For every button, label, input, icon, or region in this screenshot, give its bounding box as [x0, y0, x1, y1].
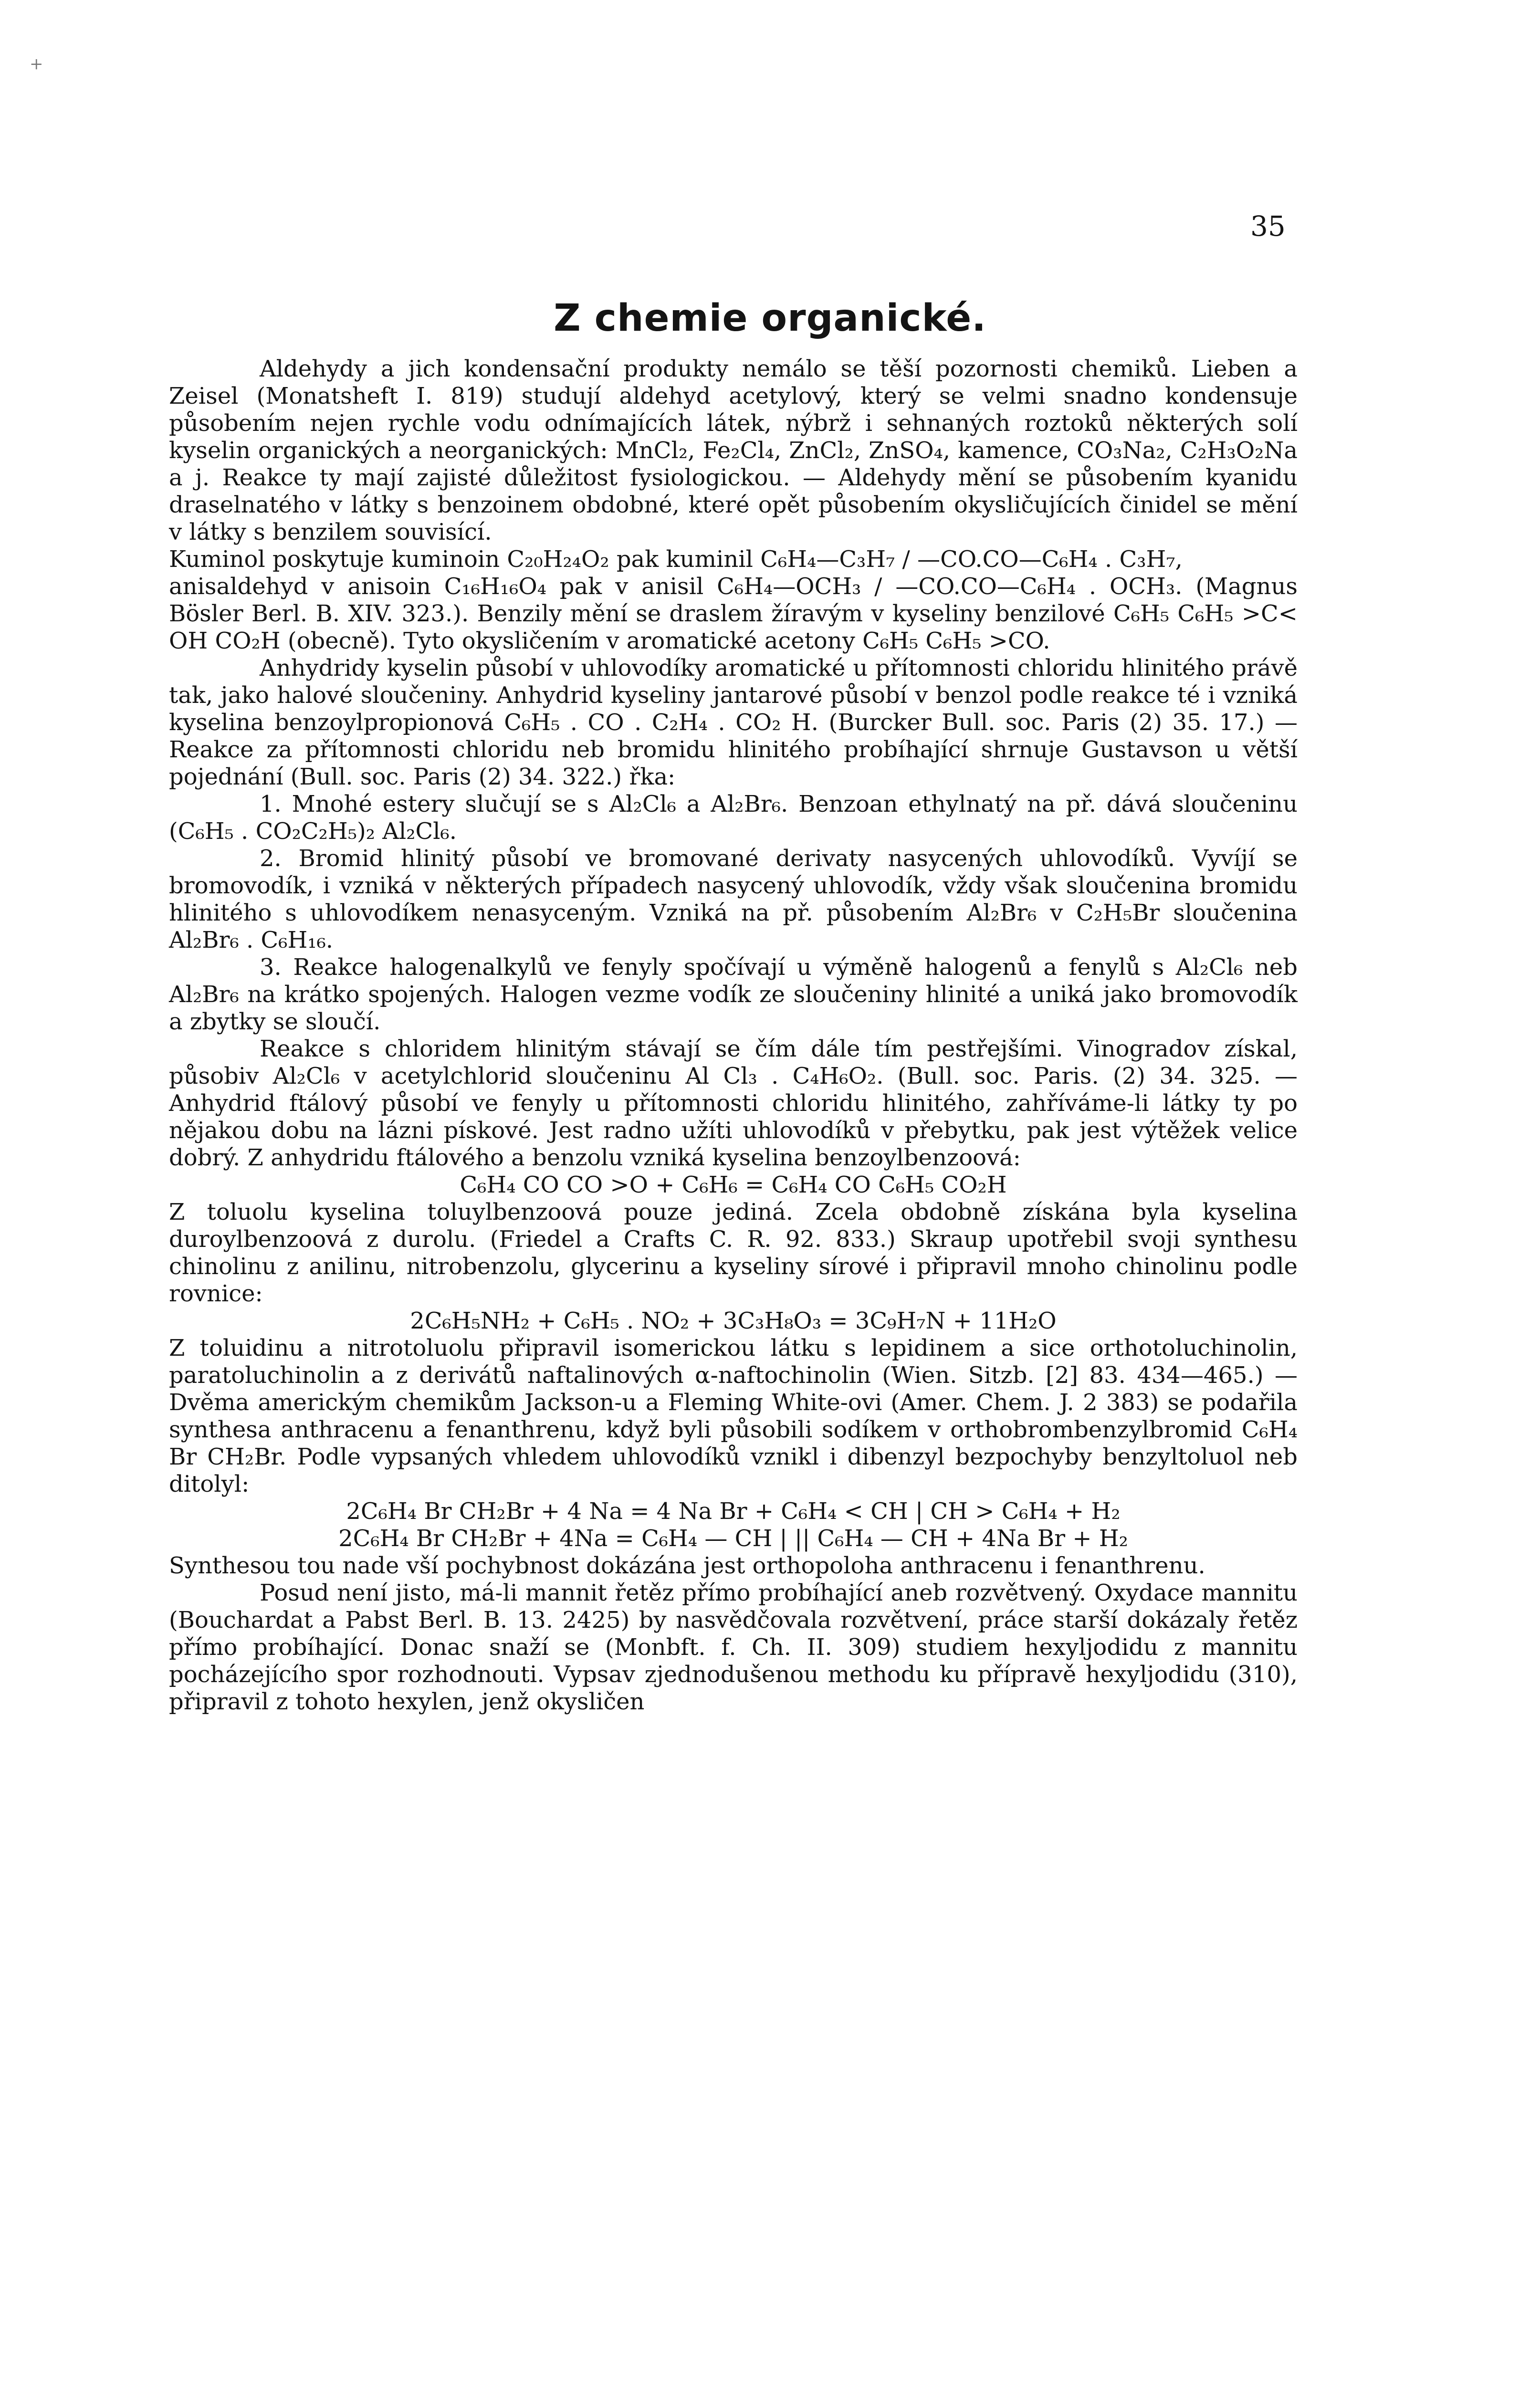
page-title: Z chemie organické. [554, 297, 986, 340]
list-item-1: 1. Mnohé estery slučují se s Al₂Cl₆ a Al₂Br₆. Benzoan ethylnatý na př. dává sloučeninu (C₆H₅ . CO₂C₂H₅)₂ Al₂Cl₆. [169, 791, 1298, 845]
paragraph-aldehydy: Aldehydy a jich kondensační produkty nemálo se těší pozornosti chemiků. Lieben a Zeisel (Monatsheft I. 819) studují aldehyd acetylový, který se velmi snadno kondensuje působením nejen rychle vodu odnímajících látek, nýbrž i sehnaných roztoků některých solí kyselin organických a neorganických: MnCl₂, Fe₂Cl₄, ZnCl₂, ZnSO₄, kamence, CO₃Na₂, C₂H₃O₂Na a j. Reakce ty mají zajisté důležitost fysiologickou. — Aldehydy mění se působením kyanidu draselnatého v látky s benzoinem obdobné, které opět působením okysličujících činidel se mění v látky s benzilem souvisící. [169, 356, 1298, 545]
paragraph-mannit: Posud není jisto, má-li mannit řetěz přímo probíhající aneb rozvětvený. Oxydace mannitu (Bouchardat a Pabst Berl. B. 13. 2425) by nasvědčovala rozvětvení, práce starší dokázaly řetěz přímo probíhající. Donac snaží se (Monbft. f. Ch. II. 309) studiem hexyljodidu z mannitu pocházejícího spor rozhodnouti. Vypsav zjednodušenou methodu ku přípravě hexyljodidu (310), připravil z tohoto hexylen, jenž okysličen [169, 1580, 1298, 1715]
paragraph-kuminol: Kuminol poskytuje kuminoin C₂₀H₂₄O₂ pak kuminil C₆H₄—C₃H₇ / —CO.CO—C₆H₄ . C₃H₇, [169, 546, 1183, 573]
paragraph-anisaldehyd: anisaldehyd v anisoin C₁₆H₁₆O₄ pak v anisil C₆H₄—OCH₃ / —CO.CO—C₆H₄ . OCH₃. (Magnus Bösler Berl. B. XIV. 323.). Benzily mění se draslem žíravým v kyseliny benzilové C₆H₅ C₆H₅ >C< OH CO₂H (obecně). Tyto okysličením v aromatické acetony C₆H₅ C₆H₅ >CO. [169, 573, 1298, 654]
paragraph-toluidin: Z toluidinu a nitrotoluolu připravil isomerickou látku s lepidinem a sice orthotoluchinolin, paratoluchinolin a z derivátů naftalinových α-naftochinolin (Wien. Sitzb. [2] 83. 434—465.) — Dvěma americkým chemikům Jackson-u a Fleming White-ovi (Amer. Chem. J. 2 383) se podařila synthesa anthracenu a fenanthrenu, když byli působili sodíkem v orthobrombenzylbromid C₆H₄ Br CH₂Br. Podle vypsaných vhledem uhlovodíků vznikl i dibenzyl bezpochyby benzyltoluol neb ditolyl: [169, 1335, 1298, 1497]
paragraph-synthesa: Synthesou tou nade vší pochybnost dokázána jest orthopoloha anthracenu i fenanthrenu. [169, 1552, 1205, 1579]
paragraph-reakce: Reakce s chloridem hlinitým stávají se čím dále tím pestřejšími. Vinogradov získal, působiv Al₂Cl₆ v acetylchlorid sloučeninu Al Cl₃ . C₄H₆O₂. (Bull. soc. Paris. (2) 34. 325. — Anhydrid ftálový působí ve fenyly u přítomnosti chloridu hlinitého, zahříváme-li látky ty po nějakou dobu na lázni pískové. Jest radno užíti uhlovodíků v přebytku, pak jest výtěžek velice dobrý. Z anhydridu ftálového a benzolu vzniká kyselina benzoylbenzoová: [169, 1036, 1298, 1171]
page-number: 35 [1250, 210, 1286, 242]
formula-fenanthren: 2C₆H₄ Br CH₂Br + 4Na = C₆H₄ — CH | || C₆H₄ — CH + 4Na Br + H₂ [338, 1525, 1128, 1552]
list-item-2: 2. Bromid hlinitý působí ve bromované derivaty nasycených uhlovodíků. Vyvíjí se bromovodík, i vzniká v některých případech nasycený uhlovodík, vždy však sloučenina bromidu hlinitého s uhlovodíkem nenasyceným. Vzniká na př. působením Al₂Br₆ v C₂H₅Br sloučenina Al₂Br₆ . C₆H₁₆. [169, 845, 1298, 953]
paragraph-toluol: Z toluolu kyselina toluylbenzoová pouze jediná. Zcela obdobně získána byla kyselina duroylbenzoová z durolu. (Friedel a Crafts C. R. 92. 833.) Skraup upotřebil svoji synthesu chinolinu z anilinu, nitrobenzolu, glycerinu a kyseliny sírové i připravil mnoho chinolinu podle rovnice: [169, 1199, 1298, 1307]
article-body [169, 356, 1298, 1716]
paragraph-anhydridy: Anhydridy kyselin působí v uhlovodíky aromatické u přítomnosti chloridu hlinitého právě tak, jako halové sloučeniny. Anhydrid kyseliny jantarové působí v benzol podle reakce té i vzniká kyselina benzoylpropionová C₆H₅ . CO . C₂H₄ . CO₂ H. (Burcker Bull. soc. Paris (2) 35. 17.) — Reakce za přítomnosti chloridu neb bromidu hlinitého probíhající shrnuje Gustavson u větší pojednání (Bull. soc. Paris (2) 34. 322.) řka: [169, 655, 1298, 790]
formula-anthracen: 2C₆H₄ Br CH₂Br + 4 Na = 4 Na Br + C₆H₄ < CH | CH > C₆H₄ + H₂ [346, 1498, 1121, 1525]
formula-benzoylbenzoova: C₆H₄ CO CO >O + C₆H₆ = C₆H₄ CO C₆H₅ CO₂H [460, 1172, 1007, 1198]
margin-mark: + [30, 54, 43, 73]
list-item-3: 3. Reakce halogenalkylů ve fenyly spočívají u výměně halogenů a fenylů s Al₂Cl₆ neb Al₂Br₆ na krátko spojených. Halogen vezme vodík ze sloučeniny hlinité a uniká jako bromovodík a zbytky se sloučí. [169, 954, 1298, 1035]
formula-chinolin: 2C₆H₅NH₂ + C₆H₅ . NO₂ + 3C₃H₈O₃ = 3C₉H₇N + 11H₂O [410, 1308, 1057, 1334]
